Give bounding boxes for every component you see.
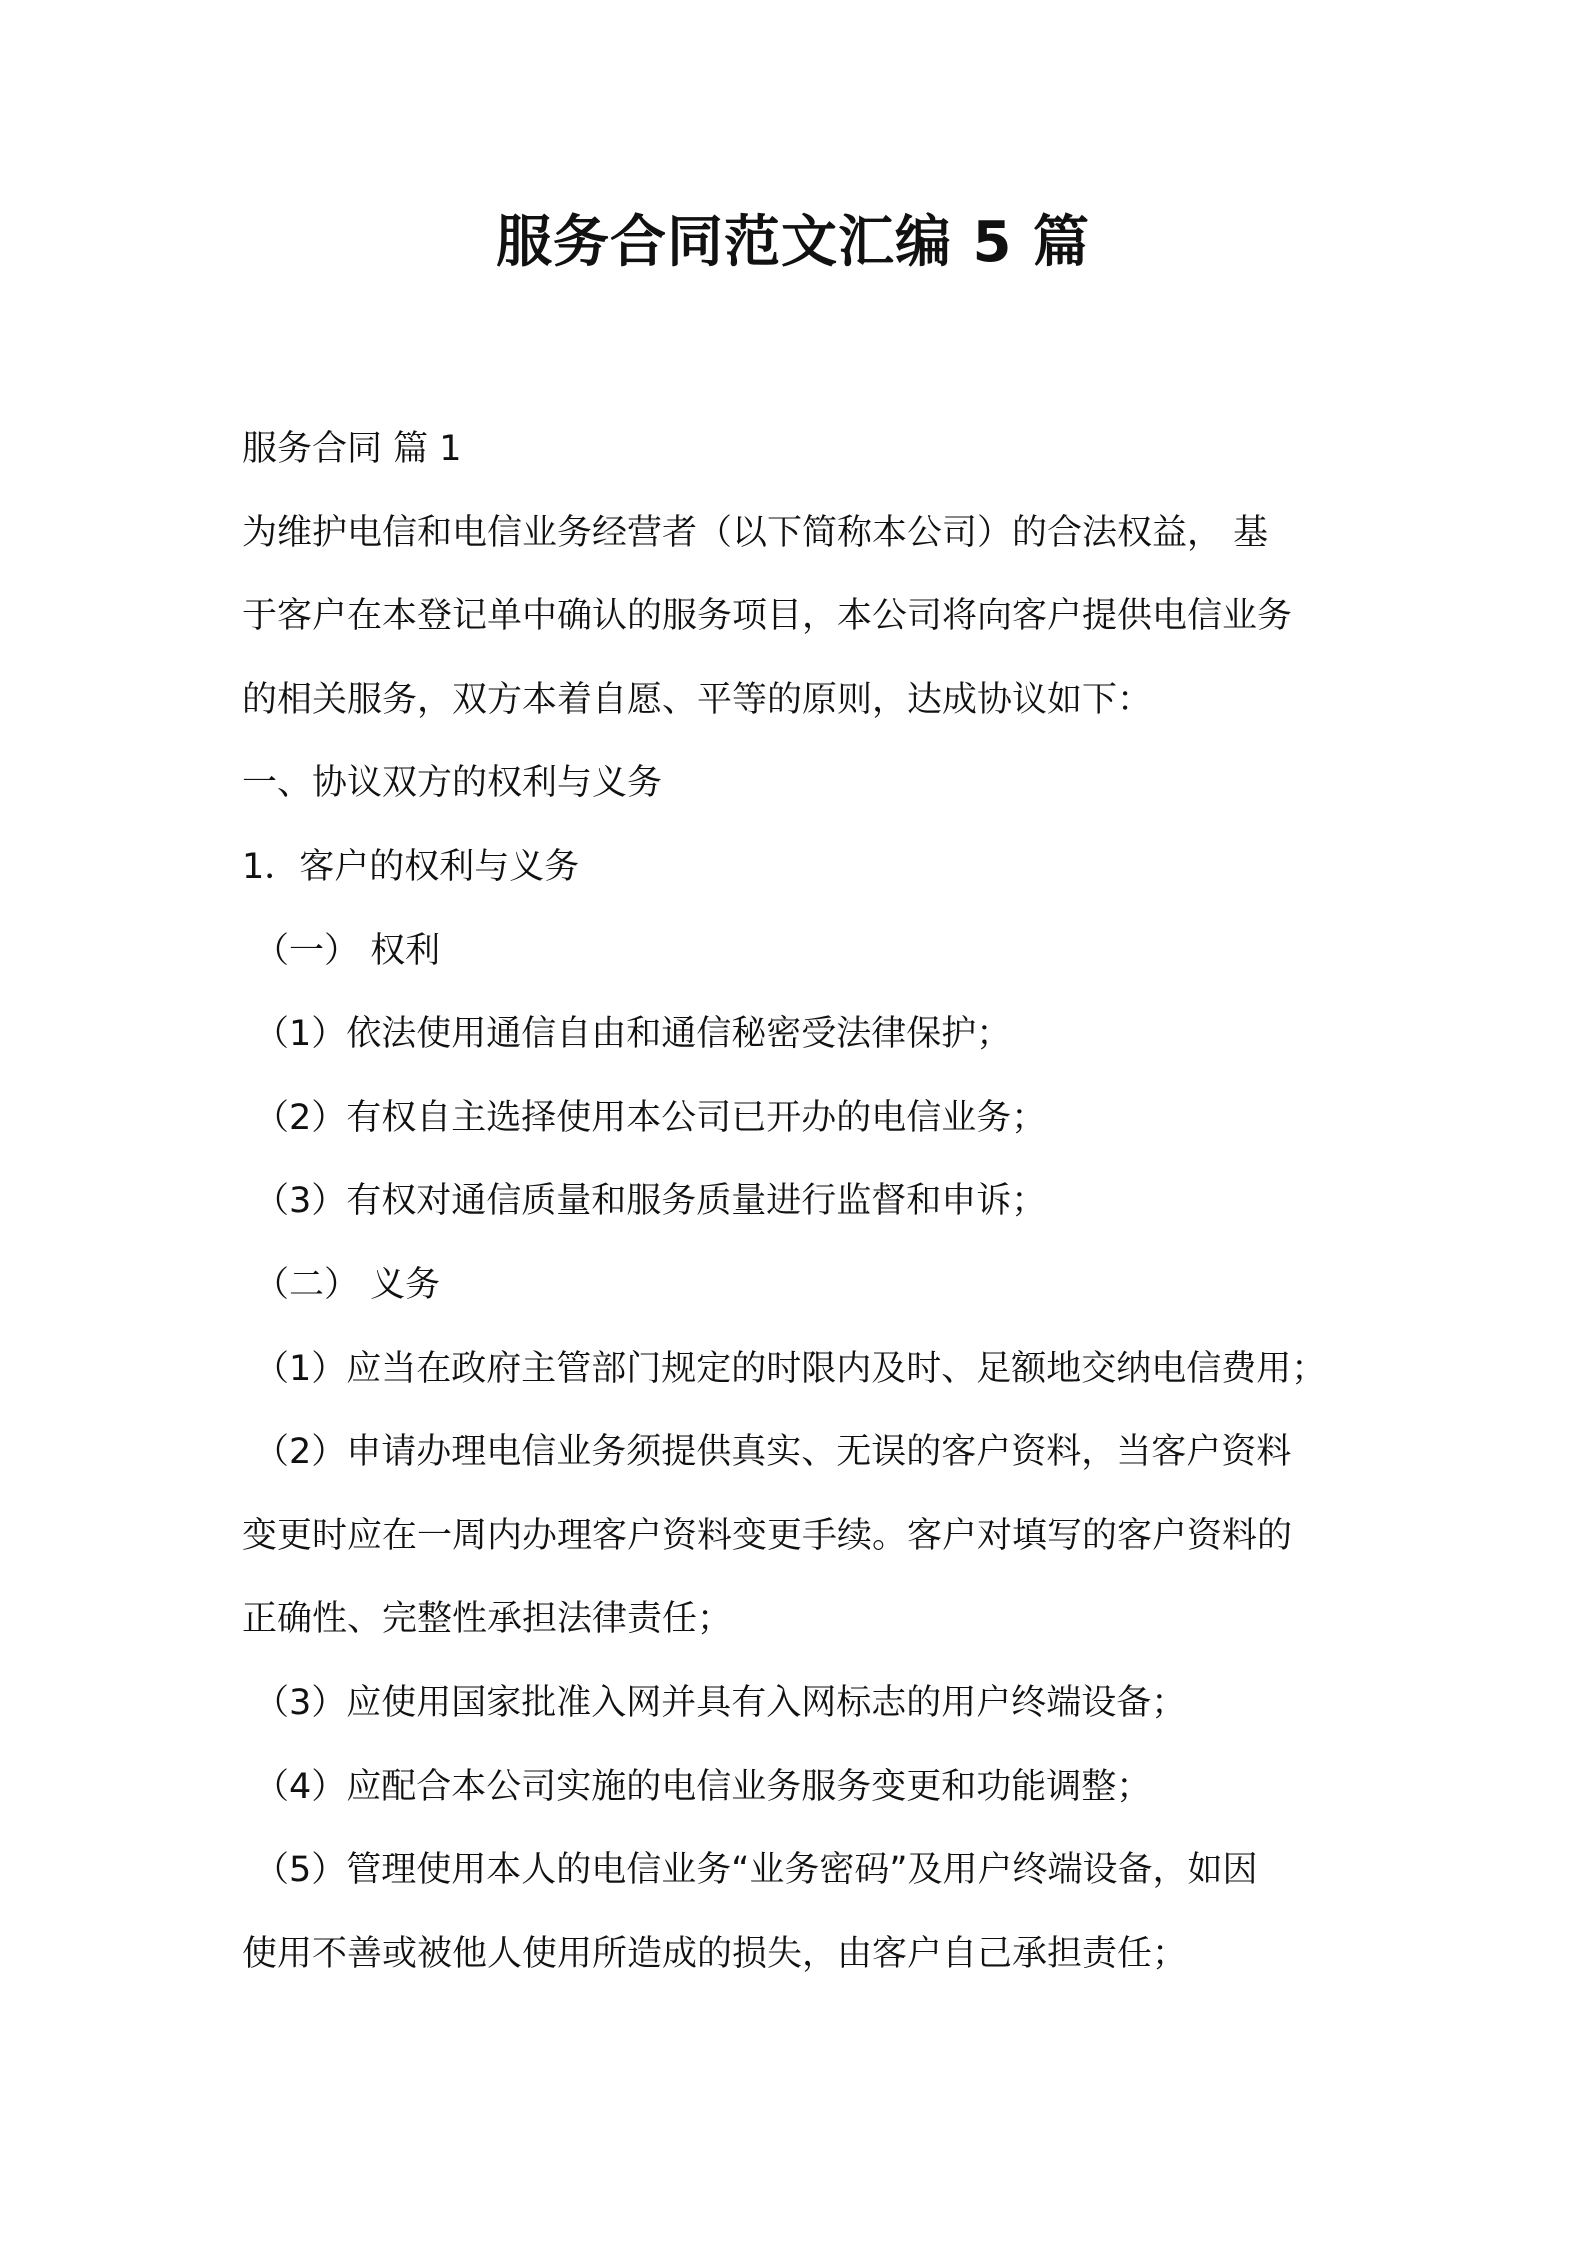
list-item: （2）有权自主选择使用本公司已开办的电信业务； <box>254 1097 1047 1138</box>
section-heading: 服务合同 篇 1 <box>242 429 462 469</box>
article-heading: 一、协议双方的权利与义务 <box>242 763 663 804</box>
paragraph-line: 正确性、完整性承担法律责任； <box>242 1599 733 1640</box>
document-title: 服务合同范文汇编 5 篇 <box>496 210 1090 275</box>
rights-heading: （一） 权利 <box>254 930 441 971</box>
list-item: （1）应当在政府主管部门规定的时限内及时、足额地交纳电信费用； <box>254 1348 1327 1389</box>
paragraph-line: 于客户在本登记单中确认的服务项目，本公司将向客户提供电信业务 <box>242 596 1293 637</box>
document-body <box>242 408 1362 1996</box>
list-item: （2）申请办理电信业务须提供真实、无误的客户资料，当客户资料 <box>254 1432 1292 1473</box>
subsection-heading: 1．客户的权利与义务 <box>242 846 580 887</box>
list-item: （5）管理使用本人的电信业务“业务密码”及用户终端设备，如因 <box>254 1850 1258 1891</box>
paragraph-line: 使用不善或被他人使用所造成的损失，由客户自己承担责任； <box>242 1933 1188 1974</box>
paragraph-line: 为维护电信和电信业务经营者（以下简称本公司）的合法权益， 基 <box>242 512 1269 553</box>
list-item: （3）应使用国家批准入网并具有入网标志的用户终端设备； <box>254 1682 1187 1723</box>
obligations-heading: （二） 义务 <box>254 1264 441 1305</box>
list-item: （4）应配合本公司实施的电信业务服务变更和功能调整； <box>254 1766 1152 1807</box>
paragraph-line: 的相关服务，双方本着自愿、平等的原则，达成协议如下： <box>242 679 1153 720</box>
list-item: （3）有权对通信质量和服务质量进行监督和申诉； <box>254 1181 1047 1222</box>
list-item: （1）依法使用通信自由和通信秘密受法律保护； <box>254 1014 1012 1055</box>
paragraph-line: 变更时应在一周内办理客户资料变更手续。客户对填写的客户资料的 <box>242 1515 1293 1556</box>
